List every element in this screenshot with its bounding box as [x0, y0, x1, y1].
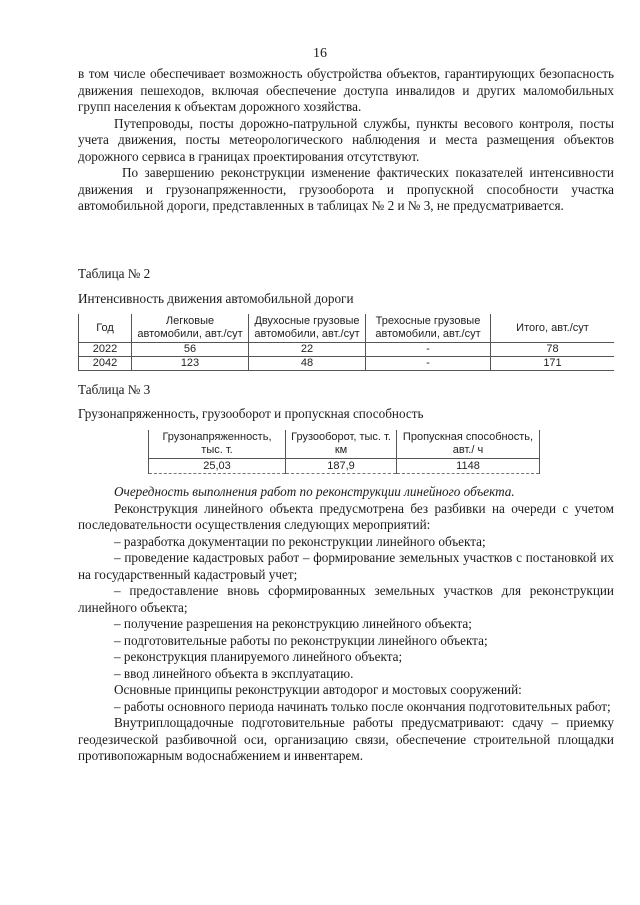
table-cell: 56: [132, 343, 249, 357]
paragraph: в том числе обеспечивает возможность обустройства объектов, гарантирующих безопасность движения пешеходов, включая обеспечение доступа инвалидов и других маломобильных групп населения к объектам дорожного хозяйства.: [78, 66, 614, 114]
table2: [78, 314, 614, 371]
table2-caption: Таблица № 2: [78, 266, 151, 281]
table-header: Двухосные грузовые автомобили, авт./сут: [249, 314, 366, 343]
table3-caption-block: [78, 382, 614, 422]
table-row: [79, 343, 615, 357]
list-item: – предоставление вновь сформированных земельных участков для реконструкции линейного объекта;: [78, 583, 614, 615]
list-item: – получение разрешения на реконструкцию линейного объекта;: [114, 616, 472, 631]
table-header-row: [79, 314, 615, 343]
table-cell: 1148: [397, 459, 540, 474]
table-cell: 123: [132, 357, 249, 371]
list-item: – разработка документации по реконструкции линейного объекта;: [114, 533, 486, 549]
table-header: Трехосные грузовые автомобили, авт./сут: [366, 314, 491, 343]
table-cell: -: [366, 357, 491, 371]
table-header: Грузооборот, тыс. т. км: [286, 430, 397, 459]
table-cell: 48: [249, 357, 366, 371]
table-header: Пропускная способность, авт./ ч: [397, 430, 540, 459]
table2-caption-block: [78, 266, 614, 307]
table-header: Легковые автомобили, авт./сут: [132, 314, 249, 343]
principles-heading: Основные принципы реконструкции автодорог и мостовых сооружений:: [114, 682, 522, 697]
list-item: – ввод линейного объекта в эксплуатацию.: [114, 665, 354, 681]
page-number: 16: [313, 46, 327, 61]
table2-title: Интенсивность движения автомобильной дороги: [78, 290, 354, 306]
table-cell: 171: [491, 357, 615, 371]
table3-caption: Таблица № 3: [78, 382, 151, 397]
table-row: [149, 459, 540, 474]
table-header: Год: [79, 314, 132, 343]
table-cell: -: [366, 343, 491, 357]
paragraph: По завершению реконструкции изменение фактических показателей интенсивности движения и грузонапряженности, грузооборота и пропускной способности участка автомобильной дороги, представленных в таблицах № 2 и № 3, не предусматривается.: [78, 165, 614, 213]
table-cell: 2022: [79, 343, 132, 357]
table-cell: 78: [491, 343, 615, 357]
table-cell: 22: [249, 343, 366, 357]
table3-title: Грузонапряженность, грузооборот и пропускная способность: [78, 405, 424, 421]
intro-text: [78, 66, 614, 215]
table-cell: 2042: [79, 357, 132, 371]
table3: [148, 430, 540, 474]
list-item: – реконструкция планируемого линейного объекта;: [114, 649, 403, 664]
section-heading: Очередность выполнения работ по реконструкции линейного объекта.: [114, 484, 515, 499]
table-header: Итого, авт./сут: [491, 314, 615, 343]
table-cell: 187,9: [286, 459, 397, 474]
paragraph: Реконструкция линейного объекта предусмотрена без разбивки на очереди с учетом последовательности осуществления следующих мероприятий:: [78, 500, 614, 532]
table-header-row: [149, 430, 540, 459]
list-item: – проведение кадастровых работ – формирование земельных участков с постановкой их на государственный кадастровый учет;: [78, 550, 614, 582]
paragraph: Внутриплощадочные подготовительные работы предусматривают: сдачу – приемку геодезической разбивочной оси, организацию связи, обеспечение строительной площадки противопожарным водоснабжением и инвентарем.: [78, 715, 614, 763]
table-cell: 25,03: [149, 459, 286, 474]
table-row: [79, 357, 615, 371]
list-item: – подготовительные работы по реконструкции линейного объекта;: [114, 632, 488, 648]
paragraph: Путепроводы, посты дорожно-патрульной службы, пункты весового контроля, посты учета движения, посты метеорологического наблюдения и места размещения объектов дорожного сервиса в границах проектирования отсутствуют.: [78, 115, 614, 164]
list-item: – работы основного периода начинать только после окончания подготовительных работ;: [114, 698, 611, 714]
table-header: Грузонапряженность, тыс. т.: [149, 430, 286, 459]
works-section: [78, 484, 614, 765]
